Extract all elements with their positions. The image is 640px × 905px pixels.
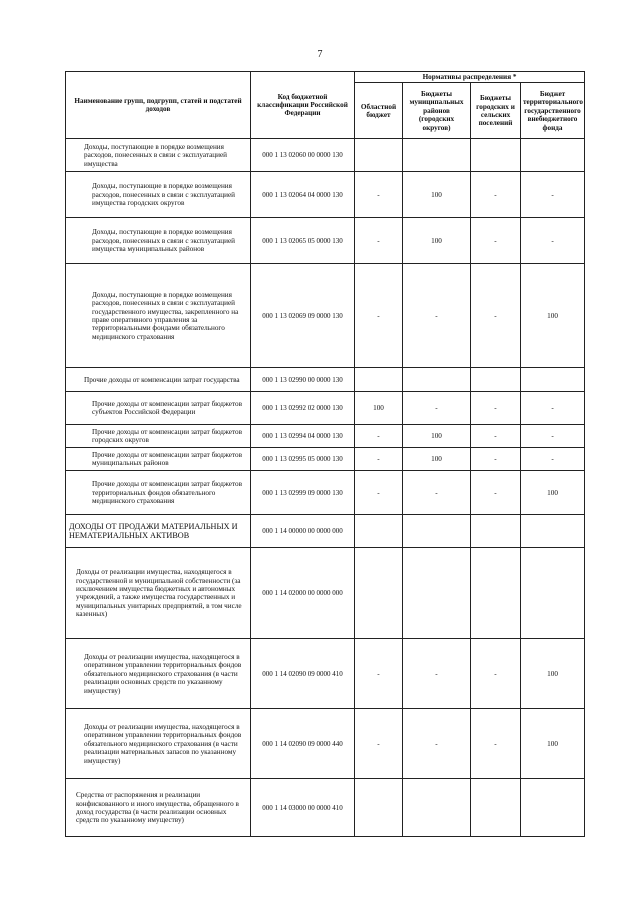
- table-row: [66, 779, 585, 837]
- row-fund: [521, 368, 585, 392]
- row-name: Доходы, поступающие в порядке возмещения расходов, понесенных в связи с эксплуатацией имущества городских округов: [66, 172, 251, 218]
- row-name: Доходы, поступающие в порядке возмещения расходов, понесенных в связи с эксплуатацией государственного имущества, закрепленного на праве оперативного управления за территориальными фондами обязательного медицинского страхования: [66, 264, 251, 368]
- row-name: Прочие доходы от компенсации затрат бюджетов субъектов Российской Федерации: [66, 392, 251, 425]
- row-municipal: -: [403, 392, 471, 425]
- table-row: [66, 172, 585, 218]
- table-row: [66, 448, 585, 471]
- header-group: Нормативы распределения *: [355, 72, 585, 83]
- table-row: [66, 264, 585, 368]
- row-fund: -: [521, 448, 585, 471]
- row-code: 000 1 13 02065 05 0000 130: [251, 218, 355, 264]
- row-code: 000 1 13 02060 00 0000 130: [251, 139, 355, 172]
- row-regional: -: [355, 471, 403, 515]
- row-code: 000 1 13 02995 05 0000 130: [251, 448, 355, 471]
- row-fund: -: [521, 392, 585, 425]
- row-regional: 100: [355, 392, 403, 425]
- row-rural: -: [471, 639, 521, 709]
- row-fund: [521, 779, 585, 837]
- header-fund: Бюджет территориального государственного внебюджетного фонда: [521, 83, 585, 139]
- row-municipal: [403, 779, 471, 837]
- row-name: Доходы, поступающие в порядке возмещения расходов, понесенных в связи с эксплуатацией имущества: [66, 139, 251, 172]
- row-code: 000 1 13 02990 00 0000 130: [251, 368, 355, 392]
- row-municipal: 100: [403, 425, 471, 448]
- row-code: 000 1 14 02090 09 0000 410: [251, 639, 355, 709]
- row-code: 000 1 13 02064 04 0000 130: [251, 172, 355, 218]
- row-fund: 100: [521, 639, 585, 709]
- table-row: [66, 709, 585, 779]
- row-rural: [471, 779, 521, 837]
- row-rural: -: [471, 172, 521, 218]
- row-name: Прочие доходы от компенсации затрат государства: [66, 368, 251, 392]
- row-regional: [355, 139, 403, 172]
- row-rural: -: [471, 448, 521, 471]
- row-municipal: [403, 548, 471, 639]
- row-municipal: -: [403, 639, 471, 709]
- row-name: Прочие доходы от компенсации затрат бюджетов муниципальных районов: [66, 448, 251, 471]
- row-code: 000 1 14 02090 09 0000 440: [251, 709, 355, 779]
- row-regional: -: [355, 448, 403, 471]
- table-row: [66, 548, 585, 639]
- row-rural: -: [471, 392, 521, 425]
- row-code: 000 1 14 03000 00 0000 410: [251, 779, 355, 837]
- row-municipal: 100: [403, 448, 471, 471]
- row-fund: [521, 515, 585, 548]
- row-regional: -: [355, 172, 403, 218]
- page-number: 7: [317, 49, 323, 60]
- row-rural: -: [471, 425, 521, 448]
- revenue-distribution-table: [65, 71, 585, 837]
- row-municipal: [403, 368, 471, 392]
- row-name: Прочие доходы от компенсации затрат бюджетов городских округов: [66, 425, 251, 448]
- table-row: [66, 139, 585, 172]
- row-fund: -: [521, 425, 585, 448]
- row-fund: 100: [521, 709, 585, 779]
- header-name: Наименование групп, подгрупп, статей и подстатей доходов: [66, 72, 251, 139]
- table-row: [66, 368, 585, 392]
- row-name: Доходы от реализации имущества, находящегося в оперативном управлении территориальных фондов обязательного медицинского страхования (в части реализации основных средств по указанному имуществу): [66, 639, 251, 709]
- row-municipal: -: [403, 709, 471, 779]
- row-rural: -: [471, 218, 521, 264]
- table-row: [66, 218, 585, 264]
- row-name: Доходы от реализации имущества, находящегося в оперативном управлении территориальных фондов обязательного медицинского страхования (в части реализации материальных запасов по указанному имуществу): [66, 709, 251, 779]
- row-regional: -: [355, 639, 403, 709]
- row-municipal: 100: [403, 218, 471, 264]
- table-row: [66, 425, 585, 448]
- row-code: 000 1 13 02992 02 0000 130: [251, 392, 355, 425]
- row-name: ДОХОДЫ ОТ ПРОДАЖИ МАТЕРИАЛЬНЫХ И НЕМАТЕРИАЛЬНЫХ АКТИВОВ: [66, 515, 251, 548]
- row-fund: 100: [521, 264, 585, 368]
- row-code: 000 1 14 00000 00 0000 000: [251, 515, 355, 548]
- row-fund: [521, 139, 585, 172]
- table-row: [66, 392, 585, 425]
- row-code: 000 1 13 02069 09 0000 130: [251, 264, 355, 368]
- row-rural: [471, 368, 521, 392]
- row-municipal: [403, 515, 471, 548]
- row-fund: -: [521, 172, 585, 218]
- row-regional: -: [355, 218, 403, 264]
- header-regional: Областной бюджет: [355, 83, 403, 139]
- row-municipal: 100: [403, 172, 471, 218]
- row-fund: -: [521, 218, 585, 264]
- row-name: Прочие доходы от компенсации затрат бюджетов территориальных фондов обязательного медицинского страхования: [66, 471, 251, 515]
- row-municipal: -: [403, 471, 471, 515]
- header-municipal: Бюджеты муниципальных районов (городских округов): [403, 83, 471, 139]
- row-fund: [521, 548, 585, 639]
- row-regional: -: [355, 425, 403, 448]
- row-code: 000 1 13 02994 04 0000 130: [251, 425, 355, 448]
- row-code: 000 1 14 02000 00 0000 000: [251, 548, 355, 639]
- row-rural: -: [471, 471, 521, 515]
- table-row: [66, 471, 585, 515]
- row-rural: -: [471, 264, 521, 368]
- table-row: [66, 639, 585, 709]
- row-regional: -: [355, 709, 403, 779]
- row-regional: [355, 779, 403, 837]
- header-code: Код бюджетной классификации Российской Федерации: [251, 72, 355, 139]
- row-regional: [355, 368, 403, 392]
- row-regional: [355, 515, 403, 548]
- row-regional: -: [355, 264, 403, 368]
- row-rural: [471, 139, 521, 172]
- row-name: Доходы от реализации имущества, находящегося в государственной и муниципальной собственности (за исключением имущества бюджетных и автономных учреждений, а также имущества государственных и муниципальных унитарных предприятий, в том числе казенных): [66, 548, 251, 639]
- row-rural: [471, 515, 521, 548]
- row-rural: -: [471, 709, 521, 779]
- row-fund: 100: [521, 471, 585, 515]
- row-rural: [471, 548, 521, 639]
- row-municipal: -: [403, 264, 471, 368]
- row-municipal: [403, 139, 471, 172]
- table-row: [66, 515, 585, 548]
- row-regional: [355, 548, 403, 639]
- row-name: Доходы, поступающие в порядке возмещения расходов, понесенных в связи с эксплуатацией имущества муниципальных районов: [66, 218, 251, 264]
- header-rural: Бюджеты городских и сельских поселений: [471, 83, 521, 139]
- row-name: Средства от распоряжения и реализации конфискованного и иного имущества, обращенного в доход государства (в части реализации основных средств по указанному имуществу): [66, 779, 251, 837]
- row-code: 000 1 13 02999 09 0000 130: [251, 471, 355, 515]
